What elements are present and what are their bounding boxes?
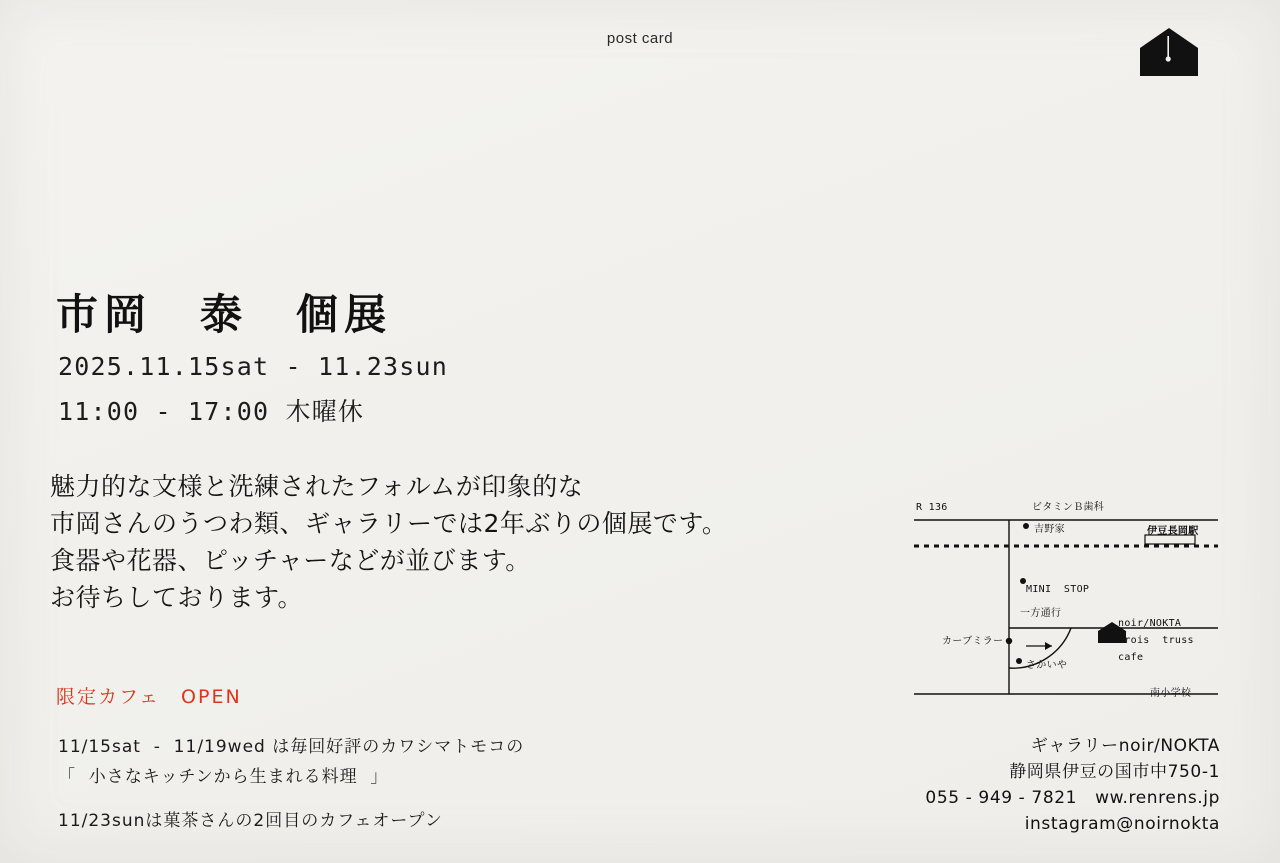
cafe-line: 「 小さなキッチンから生まれる料理 」 [58,767,389,787]
gallery-address: 静岡県伊豆の国市中750-1 [1009,762,1220,782]
map-label-vitamin-b-dental: ビタミンＢ歯科 [1032,502,1105,513]
cafe-line-spacer [58,792,524,806]
map-label-yoshinoya: 吉野家 [1034,524,1065,535]
description-line: 魅力的な文様と洗練されたフォルムが印象的な [50,472,584,501]
cafe-line: 11/23sunは菓茶さんの2回目のカフェオープン [58,811,443,831]
gallery-contact: 055 - 949 - 7821 ww.renrens.jp [925,788,1220,808]
map-label-trois-truss: trois truss [1118,635,1194,646]
map-label-mini-stop: MINI STOP [1026,584,1090,595]
description-line: お待ちしております。 [50,583,304,612]
cafe-line: 11/15sat - 11/19wed は毎回好評のカワシマトモコの [58,737,525,757]
exhibition-hours: 11:00 - 17:00 木曜休 [58,397,365,426]
postcard-label: post card [606,30,674,47]
gallery-instagram: instagram@noirnokta [1024,814,1220,834]
map-label-cafe: cafe [1118,652,1144,663]
gallery-info [925,733,1220,837]
house-stamp-icon [1140,28,1198,76]
cafe-details [58,732,524,836]
location-map [906,498,1226,703]
gallery-name: ギャラリーnoir/NOKTA [1030,736,1220,756]
exhibition-description [50,468,727,616]
map-label-one-way: 一方通行 [1020,608,1062,619]
page-title: 市岡 泰 個展 [56,290,393,339]
description-line: 食器や花器、ピッチャーなどが並びます。 [50,546,531,575]
exhibition-dates: 2025.11.15sat - 11.23sun [58,352,449,381]
description-line: 市岡さんのうつわ類、ギャラリーでは2年ぶりの個展です。 [50,509,728,538]
map-label-izunagaoka-station: 伊豆長岡駅 [1147,526,1199,537]
cafe-heading: 限定カフェ OPEN [56,686,242,708]
map-label-sakaiya: さかいや [1026,660,1068,671]
map-label-curve-mirror: カーブミラー [942,636,1004,647]
map-label-r136: R 136 [916,502,948,513]
map-label-minami-elementary: 南小学校 [1150,688,1192,699]
map-label-noir-nokta: noir/NOKTA [1118,618,1182,629]
